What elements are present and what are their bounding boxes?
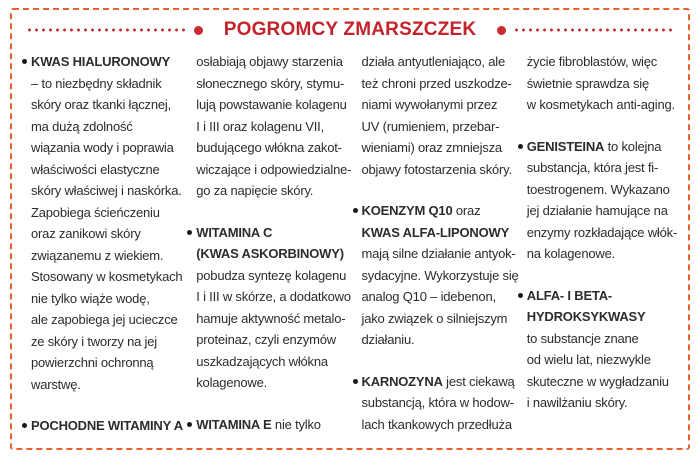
text-line xyxy=(31,137,186,159)
text-line xyxy=(196,94,351,116)
ingredient-name: KWAS ALFA-LIPONOWY xyxy=(361,224,510,240)
body-text: analog Q10 – idebenon, xyxy=(361,289,496,304)
text-line xyxy=(196,308,351,330)
column-1 xyxy=(31,51,186,437)
body-text: ze skóry i tworzy na jej xyxy=(31,333,157,349)
text-line xyxy=(527,328,682,350)
body-text: Stosowany w kosmetykach xyxy=(31,269,183,284)
text-line xyxy=(31,415,186,437)
body-text: uszkadzających włókna xyxy=(196,353,328,369)
body-text: wieniami) oraz zmniejsza xyxy=(361,140,502,155)
text-line xyxy=(362,265,517,287)
body-text: kolagenowe. xyxy=(196,375,268,390)
leader-end-dot-right-icon xyxy=(497,26,506,35)
text-line xyxy=(31,94,186,116)
text-line xyxy=(362,73,517,95)
text-line xyxy=(362,392,517,414)
body-text: wiązania wody i poprawia xyxy=(31,140,174,155)
body-text: substancja, która jest fi- xyxy=(526,160,659,175)
ingredient-entry xyxy=(362,200,517,351)
text-line xyxy=(362,159,517,181)
ingredient-entry xyxy=(362,51,517,180)
body-text: ale zapobiega jej ucieczce xyxy=(31,312,178,327)
text-line xyxy=(196,51,351,73)
body-text: skóry właściwej i naskórka. xyxy=(31,183,182,198)
body-text: też chroni przed uszkodze- xyxy=(361,75,512,91)
ingredient-entry xyxy=(31,415,186,437)
text-line xyxy=(31,73,186,95)
text-line xyxy=(31,180,186,202)
dotted-leader-left-icon xyxy=(26,28,187,32)
column-2 xyxy=(196,51,351,437)
body-text: toestrogenem. Wykazano xyxy=(526,181,670,197)
ingredient-entry xyxy=(196,51,351,202)
ingredient-name: (KWAS ASKORBINOWY) xyxy=(196,246,344,261)
text-line xyxy=(31,331,186,353)
text-line xyxy=(31,266,186,288)
body-text: od wielu lat, niezwykle xyxy=(526,352,651,367)
text-line xyxy=(527,136,682,158)
dotted-leader-right-icon xyxy=(513,28,674,32)
text-line xyxy=(527,285,682,307)
text-line xyxy=(362,308,517,330)
body-text: osłabiają objawy starzenia xyxy=(196,54,343,69)
body-text: na kolagenowe. xyxy=(526,246,616,261)
ingredient-entry xyxy=(362,371,517,436)
bullet-icon xyxy=(187,422,192,427)
body-text: związanemu z wiekiem. xyxy=(31,247,164,263)
column-3 xyxy=(362,51,517,437)
text-line xyxy=(527,371,682,393)
body-text: pobudza syntezę kolagenu xyxy=(196,267,347,283)
text-line xyxy=(196,73,351,95)
text-line xyxy=(362,243,517,265)
text-line xyxy=(362,94,517,116)
body-text: to kolejna xyxy=(604,138,662,154)
text-line xyxy=(527,51,682,73)
body-text: działa antyutleniająco, ale xyxy=(361,54,505,69)
text-line xyxy=(362,371,517,393)
text-line xyxy=(362,222,517,244)
bullet-icon xyxy=(518,293,523,298)
body-text: jako związek o silniejszym xyxy=(361,310,508,326)
wrinkle-busters-panel xyxy=(10,8,690,450)
text-line xyxy=(527,73,682,95)
text-line xyxy=(362,51,517,73)
body-text: jej działanie hamujące na xyxy=(526,203,668,218)
text-line xyxy=(527,243,682,265)
body-text: i nawilżaniu skóry. xyxy=(526,395,628,410)
article-columns xyxy=(12,45,688,437)
bullet-icon xyxy=(518,144,523,149)
body-text: – to niezbędny składnik xyxy=(31,75,162,91)
ingredient-name: HYDROKSYKWASY xyxy=(526,309,646,324)
body-text: Zapobiega ścieńczeniu xyxy=(31,204,160,220)
bullet-icon xyxy=(187,230,192,235)
text-line xyxy=(527,222,682,244)
text-line xyxy=(527,94,682,116)
body-text: życie fibroblastów, więc xyxy=(526,54,658,69)
text-line xyxy=(31,352,186,374)
text-line xyxy=(31,245,186,267)
body-text: lach tkankowych przedłuża xyxy=(361,416,512,432)
text-line xyxy=(31,288,186,310)
text-line xyxy=(196,243,351,265)
ingredient-entry xyxy=(196,414,351,436)
text-line xyxy=(196,329,351,351)
text-line xyxy=(31,223,186,245)
body-text: budującego włókna zakot- xyxy=(196,140,342,155)
text-line xyxy=(196,116,351,138)
body-text: ma dużą zdolność xyxy=(31,118,133,134)
body-text: powierzchni ochronną xyxy=(31,355,154,370)
panel-title: POGROMCY ZMARSZCZEK xyxy=(223,19,477,40)
body-text: jest ciekawą xyxy=(442,373,515,389)
text-line xyxy=(362,137,517,159)
text-line xyxy=(31,202,186,224)
body-text: oraz zanikowi skóry xyxy=(31,226,141,241)
text-line xyxy=(196,180,351,202)
ingredient-name: POCHODNE WITAMINY A xyxy=(31,418,183,433)
body-text: enzymy rozkładające włók- xyxy=(526,224,678,240)
body-text: to substancje znane xyxy=(526,330,639,346)
text-line xyxy=(527,157,682,179)
text-line xyxy=(196,159,351,181)
body-text: działaniu. xyxy=(361,332,415,347)
body-text: hamuje aktywność metalo- xyxy=(196,310,346,326)
body-text: nie tylko wiąże wodę, xyxy=(31,290,150,306)
body-text: słonecznego skóry, stymu- xyxy=(196,75,345,91)
ingredient-name: KWAS HIALURONOWY xyxy=(31,54,171,69)
ingredient-entry xyxy=(527,285,682,414)
text-line xyxy=(31,51,186,73)
body-text: objawy fotostarzenia skóry. xyxy=(361,161,512,177)
bullet-icon xyxy=(22,423,27,428)
ingredient-entry xyxy=(31,51,186,395)
ingredient-name: KARNOZYNA xyxy=(361,373,443,389)
text-line xyxy=(196,414,351,436)
text-line xyxy=(31,116,186,138)
bullet-icon xyxy=(353,379,358,384)
title-row xyxy=(26,19,674,41)
body-text: sydacyjne. Wykorzystuje się xyxy=(361,267,519,283)
ingredient-entry xyxy=(196,222,351,394)
text-line xyxy=(31,309,186,331)
body-text: lują powstawanie kolagenu xyxy=(196,97,347,112)
body-text: mają silne działanie antyok- xyxy=(361,246,516,261)
text-line xyxy=(196,351,351,373)
text-line xyxy=(362,286,517,308)
text-line xyxy=(362,116,517,138)
text-line xyxy=(196,222,351,244)
text-line xyxy=(31,159,186,181)
body-text: właściwości elastyczne xyxy=(31,161,160,177)
body-text: wiczające i odpowiedzialne- xyxy=(196,161,352,177)
bullet-icon xyxy=(353,208,358,213)
text-line xyxy=(362,414,517,436)
ingredient-name: WITAMINA E xyxy=(196,416,272,432)
column-4 xyxy=(527,51,682,437)
text-line xyxy=(196,372,351,394)
text-line xyxy=(196,286,351,308)
body-text: niami wywołanymi przez xyxy=(361,97,498,112)
body-text: skuteczne w wygładzaniu xyxy=(526,373,669,389)
leader-end-dot-left-icon xyxy=(194,26,203,35)
body-text: substancją, która w hodow- xyxy=(361,395,514,410)
text-line xyxy=(196,137,351,159)
ingredient-name: ALFA- I BETA- xyxy=(526,287,613,303)
body-text: I i III oraz kolagenu VII, xyxy=(196,118,325,134)
body-text: I i III w skórze, a dodatkowo xyxy=(196,289,351,304)
text-line xyxy=(527,306,682,328)
text-line xyxy=(362,200,517,222)
body-text: skóry oraz tkanki łącznej, xyxy=(31,97,172,112)
body-text: warstwę. xyxy=(31,376,81,392)
body-text: w kosmetykach anti-aging. xyxy=(526,97,675,112)
ingredient-entry xyxy=(527,136,682,265)
body-text: nie tylko xyxy=(271,416,321,432)
body-text: oraz xyxy=(452,203,481,218)
ingredient-name: KOENZYM Q10 xyxy=(361,203,453,218)
body-text: go za napięcie skóry. xyxy=(196,183,314,198)
text-line xyxy=(527,349,682,371)
ingredient-entry xyxy=(527,51,682,116)
text-line xyxy=(527,200,682,222)
body-text: proteinaz, czyli enzymów xyxy=(196,332,336,347)
text-line xyxy=(362,329,517,351)
body-text: świetnie sprawdza się xyxy=(526,75,649,91)
body-text: UV (rumieniem, przebar- xyxy=(361,118,500,134)
text-line xyxy=(527,179,682,201)
bullet-icon xyxy=(22,59,27,64)
ingredient-name: GENISTEINA xyxy=(526,138,605,154)
ingredient-name: WITAMINA C xyxy=(196,224,273,240)
text-line xyxy=(31,374,186,396)
text-line xyxy=(196,265,351,287)
text-line xyxy=(527,392,682,414)
